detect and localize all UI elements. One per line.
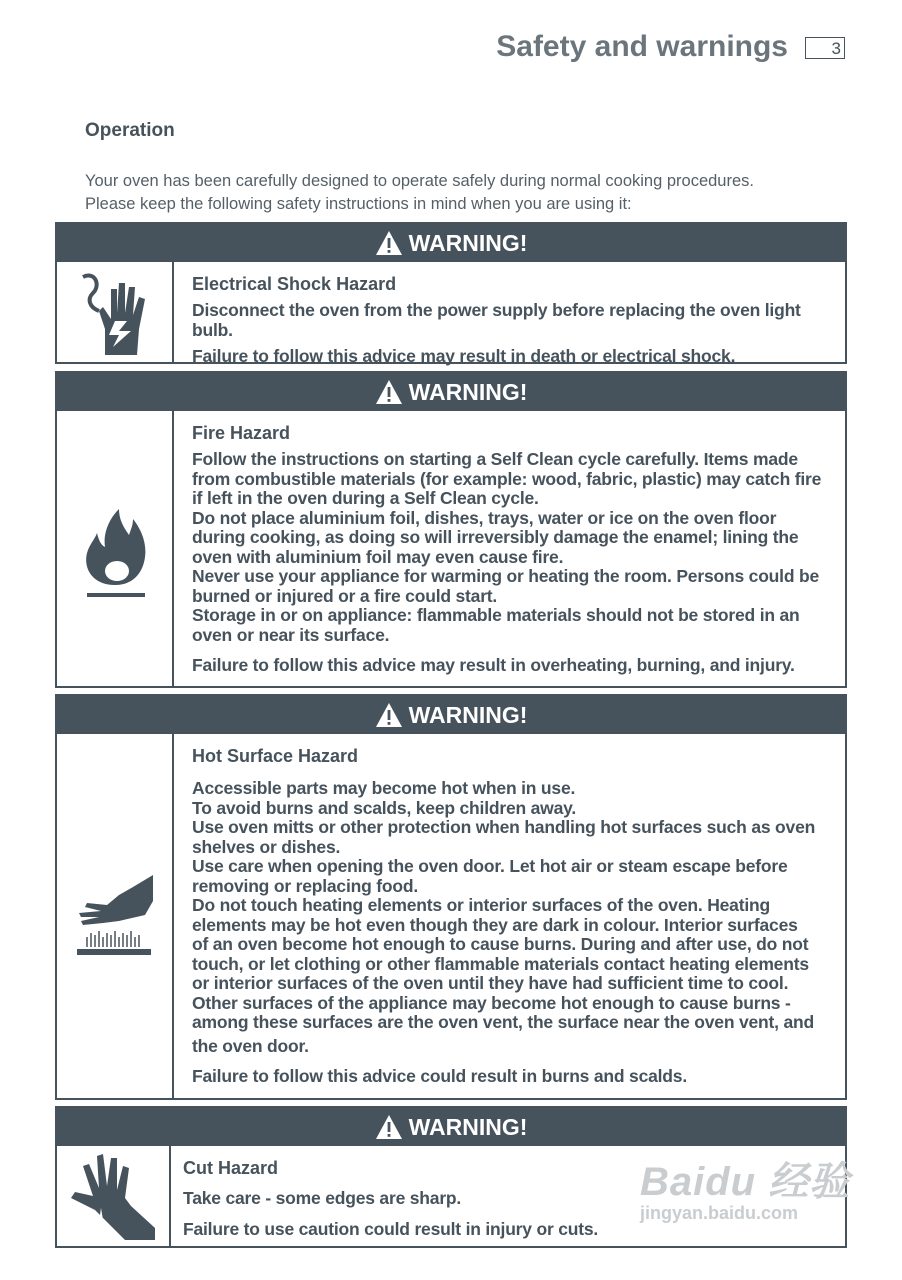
hazard-failure: Failure to follow this advice may result in death or electrical shock.: [192, 346, 736, 366]
warning-triangle-icon: [375, 1114, 403, 1140]
warning-triangle-icon: [375, 230, 403, 256]
warning-header: [57, 1108, 845, 1146]
watermark-logo: Baidu 经验: [640, 1160, 851, 1204]
hazard-title: Cut Hazard: [183, 1158, 279, 1178]
watermark-url: jingyan.baidu.com: [640, 1203, 799, 1223]
hazard-line: To avoid burns and scalds, keep children away.: [192, 797, 577, 818]
hazard-line: from combustible materials (for example: wood, fabric, plastic) may catch fire: [192, 468, 822, 489]
hazard-line: removing or replacing food.: [192, 875, 419, 896]
intro-text: [85, 170, 754, 216]
hazard-line: Do not place aluminium foil, dishes, trays, water or ice on the oven floor: [192, 507, 777, 528]
hazard-line: elements may be hot even though they are dark in colour. Interior surfaces: [192, 914, 798, 935]
baidu-watermark: [640, 1150, 850, 1224]
warning-box-fire: [55, 371, 847, 688]
intro-line: Please keep the following safety instructions in mind when you are using it:: [85, 195, 632, 213]
hazard-line: during cooking, as doing so will irreversibly damage the enamel; lining the: [192, 527, 799, 547]
hazard-line: touch, or let clothing or other flammable materials contact heating elements: [192, 953, 809, 974]
hazard-title: Fire Hazard: [192, 423, 291, 443]
electric-shock-hand-icon: [75, 267, 155, 357]
warning-header: [57, 373, 845, 411]
hazard-line: oven with aluminium foil may even cause fire.: [192, 546, 564, 567]
warning-header: [57, 224, 845, 262]
hazard-line: Accessible parts may become hot when in use.: [192, 778, 576, 798]
hazard-line: Disconnect the oven from the power supply before replacing the oven light bulb.: [192, 300, 801, 340]
hazard-line: oven or near its surface.: [192, 624, 390, 645]
hazard-line: if left in the oven during a Self Clean cycle.: [192, 488, 539, 508]
hazard-line: Use oven mitts or other protection when handling hot surfaces such as oven: [192, 817, 816, 837]
hazard-line: Use care when opening the oven door. Let hot air or steam escape before: [192, 856, 788, 876]
warning-triangle-icon: [375, 379, 403, 405]
warning-label: WARNING!: [408, 701, 528, 728]
hazard-line: among these surfaces are the oven vent, the surface near the oven vent, and: [192, 1012, 815, 1032]
hazard-line: Follow the instructions on starting a Self Clean cycle carefully. Items made: [192, 449, 798, 469]
hot-surface-hand-icon: [73, 871, 157, 961]
hazard-line: Other surfaces of the appliance may become hot enough to cause burns -: [192, 992, 791, 1013]
hazard-line: Take care - some edges are sharp.: [183, 1188, 462, 1208]
hazard-line: or interior surfaces of the oven until they have had sufficient time to cool.: [192, 973, 789, 993]
page-number: 3: [805, 37, 845, 59]
hazard-title: Hot Surface Hazard: [192, 746, 359, 766]
hazard-line: shelves or dishes.: [192, 836, 341, 857]
hazard-line: Do not touch heating elements or interior surfaces of the oven. Heating: [192, 895, 770, 915]
hazard-failure: Failure to use caution could result in injury or cuts.: [183, 1218, 599, 1239]
warning-triangle-icon: [375, 702, 403, 728]
warning-header: [57, 696, 845, 734]
hazard-failure: Failure to follow this advice could result in burns and scalds.: [192, 1066, 687, 1086]
warning-box-electrical: [55, 222, 847, 364]
hazard-title: Electrical Shock Hazard: [192, 274, 397, 294]
hazard-line: Never use your appliance for warming or heating the room. Persons could be: [192, 566, 820, 586]
warning-box-hot-surface: [55, 694, 847, 1100]
section-heading: Operation: [85, 120, 175, 141]
warning-label: WARNING!: [408, 229, 528, 256]
intro-line: Your oven has been carefully designed to operate safely during normal cooking procedures.: [85, 172, 754, 190]
warning-label: WARNING!: [408, 1113, 528, 1140]
page-header-title: Safety and warnings: [496, 30, 788, 63]
hazard-line: Storage in or on appliance: flammable materials should not be stored in an: [192, 605, 800, 625]
hazard-line: the oven door.: [192, 1035, 309, 1056]
hazard-failure: Failure to follow this advice may result in overheating, burning, and injury.: [192, 655, 795, 675]
fire-flame-icon: [75, 489, 155, 609]
hazard-line: of an oven become hot enough to cause burns. During and after use, do not: [192, 934, 809, 954]
warning-label: WARNING!: [408, 378, 528, 405]
cut-hand-icon: [65, 1148, 161, 1244]
hazard-line: burned or injured or a fire could start.: [192, 585, 498, 606]
